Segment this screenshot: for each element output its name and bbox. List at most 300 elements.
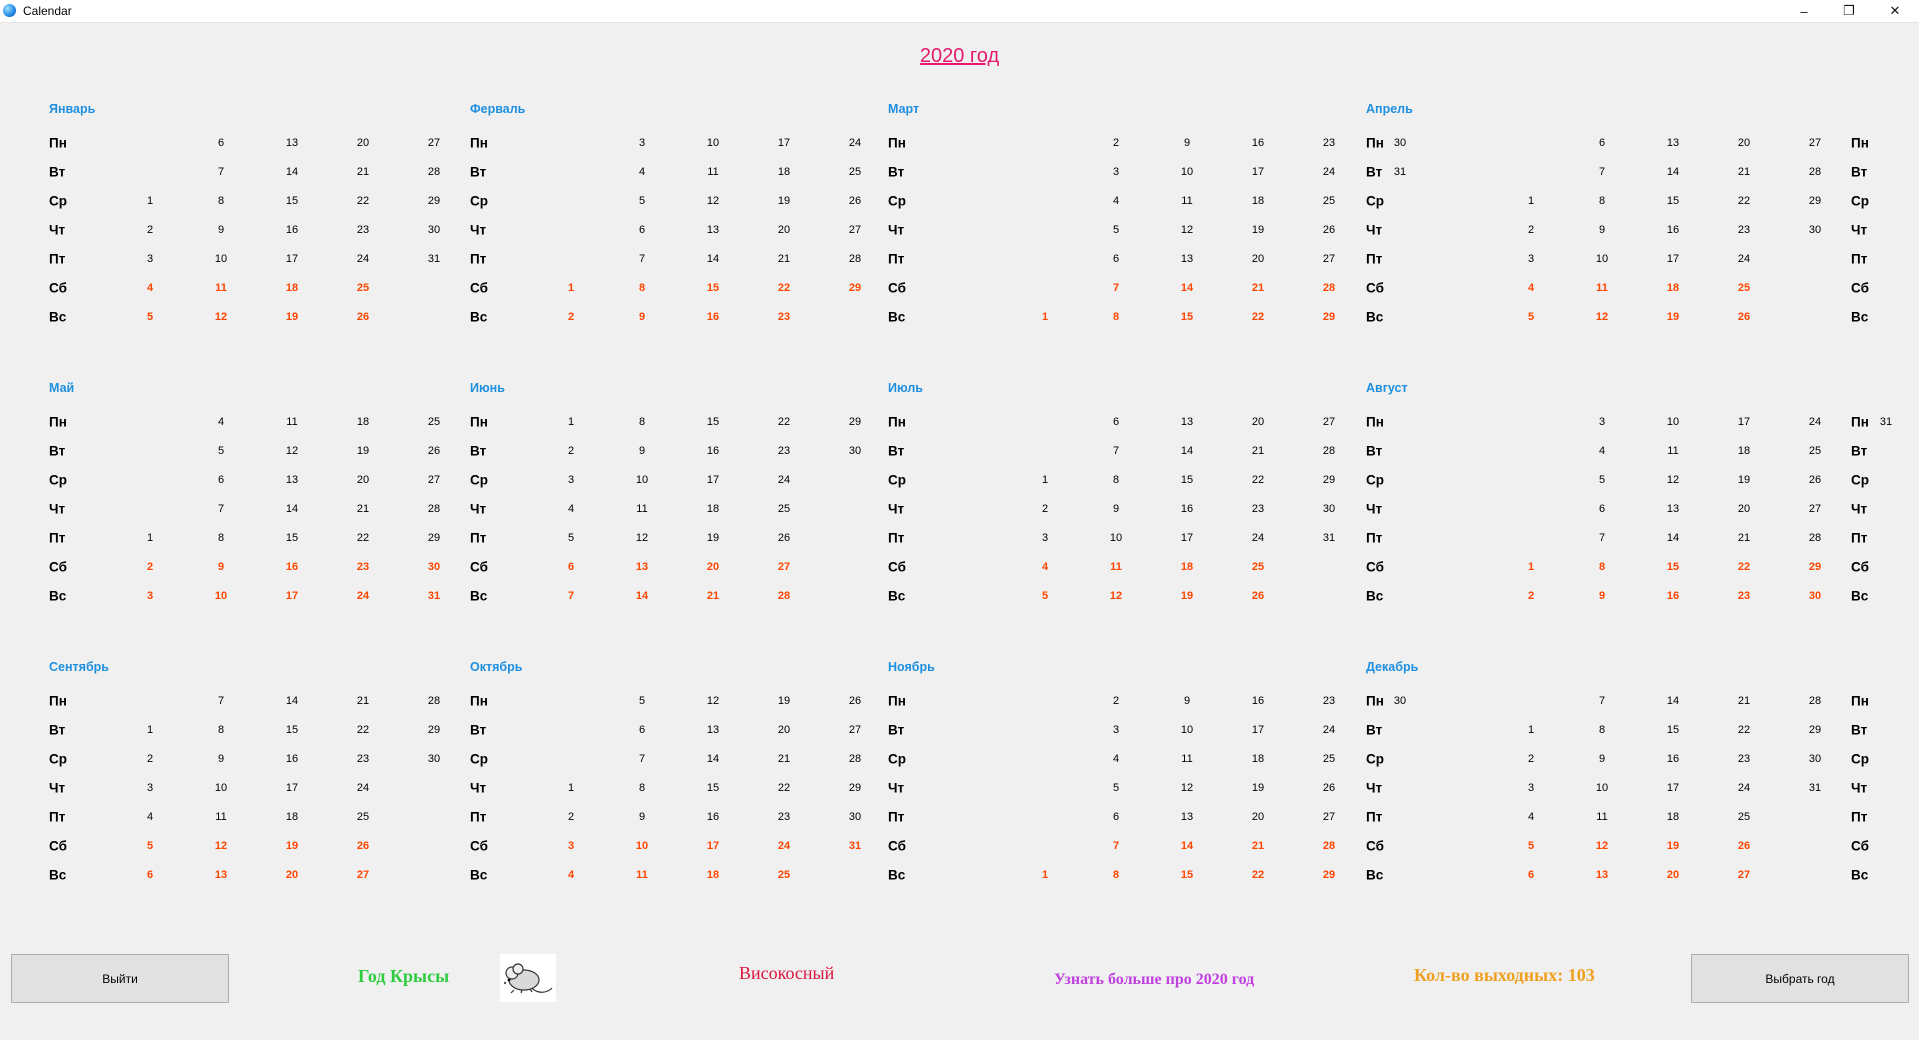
day-number[interactable]: 16 xyxy=(1666,753,1680,765)
day-number[interactable]: 16 xyxy=(706,311,720,323)
day-number[interactable]: 27 xyxy=(1808,137,1822,149)
day-number[interactable]: 29 xyxy=(848,416,862,428)
day-number[interactable]: 4 xyxy=(1598,445,1606,457)
day-number[interactable]: 6 xyxy=(1112,416,1120,428)
day-number[interactable]: 17 xyxy=(285,590,299,602)
day-number[interactable]: 1 xyxy=(1041,311,1049,323)
day-number[interactable]: 28 xyxy=(1322,445,1336,457)
day-number[interactable]: 17 xyxy=(285,253,299,265)
day-number[interactable]: 7 xyxy=(638,753,646,765)
day-number[interactable]: 29 xyxy=(1808,724,1822,736)
day-number[interactable]: 31 xyxy=(1879,416,1893,428)
day-number[interactable]: 29 xyxy=(427,195,441,207)
day-number[interactable]: 2 xyxy=(1041,503,1049,515)
day-number[interactable]: 9 xyxy=(638,445,646,457)
day-number[interactable]: 1 xyxy=(1527,724,1535,736)
day-number[interactable]: 26 xyxy=(777,532,791,544)
day-number[interactable]: 19 xyxy=(777,695,791,707)
day-number[interactable]: 26 xyxy=(427,445,441,457)
day-number[interactable]: 3 xyxy=(1112,724,1120,736)
day-number[interactable]: 12 xyxy=(635,532,649,544)
day-number[interactable]: 19 xyxy=(1666,311,1680,323)
day-number[interactable]: 24 xyxy=(1322,724,1336,736)
day-number[interactable]: 21 xyxy=(356,695,370,707)
day-number[interactable]: 14 xyxy=(285,166,299,178)
day-number[interactable]: 5 xyxy=(1527,840,1535,852)
day-number[interactable]: 1 xyxy=(1041,869,1049,881)
day-number[interactable]: 28 xyxy=(427,695,441,707)
day-number[interactable]: 24 xyxy=(848,137,862,149)
day-number[interactable]: 12 xyxy=(1666,474,1680,486)
day-number[interactable]: 21 xyxy=(1251,840,1265,852)
day-number[interactable]: 27 xyxy=(1322,811,1336,823)
day-number[interactable]: 16 xyxy=(706,445,720,457)
day-number[interactable]: 3 xyxy=(146,253,154,265)
day-number[interactable]: 11 xyxy=(1110,561,1122,573)
day-number[interactable]: 1 xyxy=(1527,561,1535,573)
day-number[interactable]: 12 xyxy=(214,311,228,323)
day-number[interactable]: 4 xyxy=(1527,811,1535,823)
day-number[interactable]: 23 xyxy=(777,311,791,323)
day-number[interactable]: 6 xyxy=(1598,137,1606,149)
day-number[interactable]: 26 xyxy=(356,311,370,323)
day-number[interactable]: 26 xyxy=(1808,474,1822,486)
day-number[interactable]: 19 xyxy=(1251,782,1265,794)
day-number[interactable]: 10 xyxy=(214,253,228,265)
day-number[interactable]: 21 xyxy=(777,253,791,265)
day-number[interactable]: 7 xyxy=(217,166,225,178)
day-number[interactable]: 25 xyxy=(1322,195,1336,207)
day-number[interactable]: 6 xyxy=(1527,869,1535,881)
day-number[interactable]: 30 xyxy=(848,445,862,457)
day-number[interactable]: 26 xyxy=(356,840,370,852)
day-number[interactable]: 9 xyxy=(1112,503,1120,515)
day-number[interactable]: 5 xyxy=(217,445,225,457)
day-number[interactable]: 15 xyxy=(1666,561,1680,573)
day-number[interactable]: 19 xyxy=(356,445,370,457)
day-number[interactable]: 6 xyxy=(146,869,154,881)
day-number[interactable]: 17 xyxy=(777,137,791,149)
day-number[interactable]: 11 xyxy=(215,282,227,294)
day-number[interactable]: 14 xyxy=(1666,695,1680,707)
day-number[interactable]: 20 xyxy=(356,137,370,149)
day-number[interactable]: 21 xyxy=(777,753,791,765)
day-number[interactable]: 7 xyxy=(1112,840,1120,852)
day-number[interactable]: 18 xyxy=(285,282,299,294)
day-number[interactable]: 1 xyxy=(567,782,575,794)
day-number[interactable]: 8 xyxy=(638,416,646,428)
day-number[interactable]: 27 xyxy=(356,869,370,881)
day-number[interactable]: 3 xyxy=(1041,532,1049,544)
day-number[interactable]: 13 xyxy=(1595,869,1609,881)
day-number[interactable]: 23 xyxy=(1322,137,1336,149)
day-number[interactable]: 17 xyxy=(1666,253,1680,265)
day-number[interactable]: 12 xyxy=(214,840,228,852)
day-number[interactable]: 29 xyxy=(427,724,441,736)
day-number[interactable]: 9 xyxy=(217,224,225,236)
day-number[interactable]: 23 xyxy=(356,561,370,573)
day-number[interactable]: 21 xyxy=(1737,166,1751,178)
day-number[interactable]: 18 xyxy=(356,416,370,428)
day-number[interactable]: 26 xyxy=(1322,224,1336,236)
day-number[interactable]: 14 xyxy=(1666,166,1680,178)
day-number[interactable]: 5 xyxy=(1112,224,1120,236)
day-number[interactable]: 28 xyxy=(1808,532,1822,544)
day-number[interactable]: 22 xyxy=(356,532,370,544)
day-number[interactable]: 10 xyxy=(1595,253,1609,265)
day-number[interactable]: 23 xyxy=(1737,753,1751,765)
day-number[interactable]: 18 xyxy=(706,503,720,515)
day-number[interactable]: 9 xyxy=(1183,137,1191,149)
day-number[interactable]: 23 xyxy=(1322,695,1336,707)
day-number[interactable]: 23 xyxy=(777,445,791,457)
day-number[interactable]: 19 xyxy=(1666,840,1680,852)
day-number[interactable]: 21 xyxy=(1737,532,1751,544)
day-number[interactable]: 10 xyxy=(635,474,649,486)
day-number[interactable]: 23 xyxy=(777,811,791,823)
day-number[interactable]: 28 xyxy=(427,503,441,515)
day-number[interactable]: 22 xyxy=(356,195,370,207)
day-number[interactable]: 11 xyxy=(1596,282,1608,294)
day-number[interactable]: 7 xyxy=(1598,532,1606,544)
day-number[interactable]: 25 xyxy=(356,811,370,823)
day-number[interactable]: 18 xyxy=(706,869,720,881)
day-number[interactable]: 19 xyxy=(706,532,720,544)
day-number[interactable]: 15 xyxy=(1666,195,1680,207)
day-number[interactable]: 4 xyxy=(567,869,575,881)
day-number[interactable]: 2 xyxy=(1112,695,1120,707)
day-number[interactable]: 24 xyxy=(1808,416,1822,428)
day-number[interactable]: 1 xyxy=(1527,195,1535,207)
day-number[interactable]: 4 xyxy=(146,282,154,294)
day-number[interactable]: 24 xyxy=(356,590,370,602)
day-number[interactable]: 15 xyxy=(706,282,720,294)
day-number[interactable]: 31 xyxy=(427,253,441,265)
day-number[interactable]: 20 xyxy=(1251,253,1265,265)
day-number[interactable]: 2 xyxy=(146,224,154,236)
day-number[interactable]: 11 xyxy=(707,166,719,178)
day-number[interactable]: 10 xyxy=(1180,724,1194,736)
day-number[interactable]: 26 xyxy=(1251,590,1265,602)
day-number[interactable]: 28 xyxy=(1808,166,1822,178)
day-number[interactable]: 17 xyxy=(1180,532,1194,544)
day-number[interactable]: 16 xyxy=(1666,224,1680,236)
day-number[interactable]: 2 xyxy=(146,561,154,573)
day-number[interactable]: 6 xyxy=(638,724,646,736)
day-number[interactable]: 21 xyxy=(356,503,370,515)
day-number[interactable]: 9 xyxy=(1183,695,1191,707)
day-number[interactable]: 16 xyxy=(285,224,299,236)
day-number[interactable]: 20 xyxy=(777,224,791,236)
day-number[interactable]: 8 xyxy=(217,532,225,544)
day-number[interactable]: 19 xyxy=(1251,224,1265,236)
day-number[interactable]: 3 xyxy=(1527,253,1535,265)
day-number[interactable]: 13 xyxy=(1180,416,1194,428)
day-number[interactable]: 18 xyxy=(1180,561,1194,573)
day-number[interactable]: 18 xyxy=(1251,195,1265,207)
day-number[interactable]: 10 xyxy=(1595,782,1609,794)
day-number[interactable]: 4 xyxy=(1112,753,1120,765)
day-number[interactable]: 24 xyxy=(1322,166,1336,178)
day-number[interactable]: 14 xyxy=(1180,282,1194,294)
day-number[interactable]: 24 xyxy=(356,253,370,265)
day-number[interactable]: 13 xyxy=(706,224,720,236)
day-number[interactable]: 25 xyxy=(427,416,441,428)
day-number[interactable]: 23 xyxy=(1737,590,1751,602)
day-number[interactable]: 9 xyxy=(1598,753,1606,765)
day-number[interactable]: 1 xyxy=(146,532,154,544)
day-number[interactable]: 15 xyxy=(1180,311,1194,323)
day-number[interactable]: 4 xyxy=(146,811,154,823)
day-number[interactable]: 25 xyxy=(777,869,791,881)
day-number[interactable]: 6 xyxy=(567,561,575,573)
day-number[interactable]: 5 xyxy=(146,311,154,323)
day-number[interactable]: 15 xyxy=(1180,869,1194,881)
day-number[interactable]: 12 xyxy=(1180,224,1194,236)
day-number[interactable]: 28 xyxy=(777,590,791,602)
day-number[interactable]: 14 xyxy=(706,253,720,265)
day-number[interactable]: 6 xyxy=(638,224,646,236)
day-number[interactable]: 13 xyxy=(285,474,299,486)
day-number[interactable]: 1 xyxy=(146,724,154,736)
day-number[interactable]: 17 xyxy=(706,840,720,852)
day-number[interactable]: 18 xyxy=(1737,445,1751,457)
day-number[interactable]: 2 xyxy=(1527,590,1535,602)
day-number[interactable]: 18 xyxy=(1666,811,1680,823)
day-number[interactable]: 7 xyxy=(1598,695,1606,707)
day-number[interactable]: 3 xyxy=(567,840,575,852)
day-number[interactable]: 22 xyxy=(1251,474,1265,486)
day-number[interactable]: 30 xyxy=(1808,224,1822,236)
day-number[interactable]: 16 xyxy=(706,811,720,823)
day-number[interactable]: 25 xyxy=(1322,753,1336,765)
day-number[interactable]: 25 xyxy=(1737,811,1751,823)
day-number[interactable]: 10 xyxy=(1180,166,1194,178)
day-number[interactable]: 29 xyxy=(1322,869,1336,881)
day-number[interactable]: 21 xyxy=(356,166,370,178)
day-number[interactable]: 26 xyxy=(1322,782,1336,794)
day-number[interactable]: 3 xyxy=(1112,166,1120,178)
day-number[interactable]: 3 xyxy=(1527,782,1535,794)
day-number[interactable]: 5 xyxy=(1041,590,1049,602)
day-number[interactable]: 25 xyxy=(1251,561,1265,573)
day-number[interactable]: 15 xyxy=(285,195,299,207)
day-number[interactable]: 9 xyxy=(638,811,646,823)
day-number[interactable]: 5 xyxy=(638,695,646,707)
day-number[interactable]: 8 xyxy=(1112,474,1120,486)
day-number[interactable]: 4 xyxy=(1041,561,1049,573)
day-number[interactable]: 6 xyxy=(217,474,225,486)
day-number[interactable]: 17 xyxy=(1251,724,1265,736)
day-number[interactable]: 19 xyxy=(285,840,299,852)
day-number[interactable]: 20 xyxy=(706,561,720,573)
day-number[interactable]: 27 xyxy=(1322,253,1336,265)
day-number[interactable]: 27 xyxy=(1322,416,1336,428)
day-number[interactable]: 27 xyxy=(848,724,862,736)
day-number[interactable]: 8 xyxy=(1112,869,1120,881)
day-number[interactable]: 17 xyxy=(1737,416,1751,428)
day-number[interactable]: 9 xyxy=(638,311,646,323)
day-number[interactable]: 8 xyxy=(1598,724,1606,736)
day-number[interactable]: 14 xyxy=(635,590,649,602)
day-number[interactable]: 31 xyxy=(1808,782,1822,794)
day-number[interactable]: 27 xyxy=(427,474,441,486)
day-number[interactable]: 15 xyxy=(706,416,720,428)
day-number[interactable]: 19 xyxy=(1180,590,1194,602)
day-number[interactable]: 22 xyxy=(356,724,370,736)
day-number[interactable]: 10 xyxy=(1666,416,1680,428)
day-number[interactable]: 15 xyxy=(1180,474,1194,486)
day-number[interactable]: 8 xyxy=(1598,195,1606,207)
day-number[interactable]: 23 xyxy=(356,224,370,236)
day-number[interactable]: 9 xyxy=(1598,224,1606,236)
day-number[interactable]: 12 xyxy=(1595,311,1609,323)
day-number[interactable]: 7 xyxy=(217,503,225,515)
day-number[interactable]: 4 xyxy=(567,503,575,515)
day-number[interactable]: 27 xyxy=(777,561,791,573)
day-number[interactable]: 4 xyxy=(217,416,225,428)
day-number[interactable]: 27 xyxy=(848,224,862,236)
day-number[interactable]: 11 xyxy=(215,811,227,823)
day-number[interactable]: 19 xyxy=(1737,474,1751,486)
day-number[interactable]: 2 xyxy=(567,445,575,457)
day-number[interactable]: 9 xyxy=(1598,590,1606,602)
day-number[interactable]: 4 xyxy=(1112,195,1120,207)
day-number[interactable]: 5 xyxy=(1112,782,1120,794)
day-number[interactable]: 6 xyxy=(1598,503,1606,515)
day-number[interactable]: 22 xyxy=(1251,869,1265,881)
day-number[interactable]: 5 xyxy=(1598,474,1606,486)
day-number[interactable]: 7 xyxy=(1112,445,1120,457)
day-number[interactable]: 15 xyxy=(1666,724,1680,736)
day-number[interactable]: 30 xyxy=(427,753,441,765)
day-number[interactable]: 14 xyxy=(1666,532,1680,544)
day-number[interactable]: 29 xyxy=(1322,311,1336,323)
day-number[interactable]: 30 xyxy=(1808,753,1822,765)
day-number[interactable]: 11 xyxy=(1667,445,1679,457)
day-number[interactable]: 2 xyxy=(567,311,575,323)
day-number[interactable]: 1 xyxy=(146,195,154,207)
day-number[interactable]: 22 xyxy=(777,782,791,794)
day-number[interactable]: 13 xyxy=(1180,811,1194,823)
day-number[interactable]: 30 xyxy=(1322,503,1336,515)
day-number[interactable]: 11 xyxy=(1181,195,1193,207)
day-number[interactable]: 17 xyxy=(1251,166,1265,178)
day-number[interactable]: 3 xyxy=(146,590,154,602)
choose-year-button[interactable]: Выбрать год xyxy=(1691,954,1909,1003)
day-number[interactable]: 10 xyxy=(214,782,228,794)
day-number[interactable]: 24 xyxy=(777,474,791,486)
day-number[interactable]: 18 xyxy=(285,811,299,823)
day-number[interactable]: 12 xyxy=(706,695,720,707)
day-number[interactable]: 31 xyxy=(1322,532,1336,544)
learn-more-link[interactable]: Узнать больше про 2020 год xyxy=(1054,971,1255,988)
day-number[interactable]: 30 xyxy=(1393,137,1407,149)
day-number[interactable]: 30 xyxy=(848,811,862,823)
day-number[interactable]: 24 xyxy=(1737,782,1751,794)
day-number[interactable]: 30 xyxy=(1393,695,1407,707)
day-number[interactable]: 29 xyxy=(1808,561,1822,573)
day-number[interactable]: 16 xyxy=(285,753,299,765)
day-number[interactable]: 2 xyxy=(1527,224,1535,236)
day-number[interactable]: 13 xyxy=(706,724,720,736)
day-number[interactable]: 14 xyxy=(285,695,299,707)
day-number[interactable]: 23 xyxy=(356,753,370,765)
day-number[interactable]: 7 xyxy=(1112,282,1120,294)
day-number[interactable]: 27 xyxy=(1737,869,1751,881)
day-number[interactable]: 21 xyxy=(1251,282,1265,294)
day-number[interactable]: 7 xyxy=(638,253,646,265)
day-number[interactable]: 8 xyxy=(638,282,646,294)
day-number[interactable]: 6 xyxy=(1112,811,1120,823)
day-number[interactable]: 8 xyxy=(217,724,225,736)
day-number[interactable]: 31 xyxy=(1393,166,1407,178)
day-number[interactable]: 9 xyxy=(217,753,225,765)
day-number[interactable]: 2 xyxy=(1527,753,1535,765)
day-number[interactable]: 16 xyxy=(1180,503,1194,515)
day-number[interactable]: 20 xyxy=(285,869,299,881)
day-number[interactable]: 25 xyxy=(777,503,791,515)
exit-button[interactable]: Выйти xyxy=(11,954,229,1003)
day-number[interactable]: 16 xyxy=(1666,590,1680,602)
day-number[interactable]: 20 xyxy=(777,724,791,736)
day-number[interactable]: 12 xyxy=(1109,590,1123,602)
day-number[interactable]: 25 xyxy=(356,282,370,294)
day-number[interactable]: 31 xyxy=(427,590,441,602)
day-number[interactable]: 25 xyxy=(848,166,862,178)
day-number[interactable]: 3 xyxy=(1598,416,1606,428)
day-number[interactable]: 22 xyxy=(1737,724,1751,736)
day-number[interactable]: 31 xyxy=(848,840,862,852)
day-number[interactable]: 30 xyxy=(427,561,441,573)
day-number[interactable]: 28 xyxy=(1322,282,1336,294)
day-number[interactable]: 20 xyxy=(1737,503,1751,515)
day-number[interactable]: 12 xyxy=(1180,782,1194,794)
day-number[interactable]: 14 xyxy=(706,753,720,765)
day-number[interactable]: 3 xyxy=(567,474,575,486)
maximize-button[interactable]: ❐ xyxy=(1843,3,1855,18)
day-number[interactable]: 19 xyxy=(285,311,299,323)
close-button[interactable]: ✕ xyxy=(1889,3,1901,18)
day-number[interactable]: 14 xyxy=(1180,840,1194,852)
day-number[interactable]: 13 xyxy=(1666,503,1680,515)
day-number[interactable]: 2 xyxy=(567,811,575,823)
day-number[interactable]: 28 xyxy=(1808,695,1822,707)
day-number[interactable]: 24 xyxy=(1737,253,1751,265)
day-number[interactable]: 3 xyxy=(146,782,154,794)
day-number[interactable]: 8 xyxy=(638,782,646,794)
day-number[interactable]: 17 xyxy=(706,474,720,486)
day-number[interactable]: 27 xyxy=(1808,503,1822,515)
day-number[interactable]: 13 xyxy=(1180,253,1194,265)
day-number[interactable]: 20 xyxy=(356,474,370,486)
day-number[interactable]: 7 xyxy=(217,695,225,707)
day-number[interactable]: 16 xyxy=(1251,695,1265,707)
day-number[interactable]: 22 xyxy=(1737,195,1751,207)
day-number[interactable]: 26 xyxy=(848,695,862,707)
day-number[interactable]: 11 xyxy=(286,416,298,428)
day-number[interactable]: 12 xyxy=(285,445,299,457)
day-number[interactable]: 16 xyxy=(285,561,299,573)
day-number[interactable]: 27 xyxy=(427,137,441,149)
day-number[interactable]: 8 xyxy=(217,195,225,207)
day-number[interactable]: 26 xyxy=(848,195,862,207)
day-number[interactable]: 20 xyxy=(1251,416,1265,428)
day-number[interactable]: 4 xyxy=(1527,282,1535,294)
day-number[interactable]: 10 xyxy=(1109,532,1123,544)
day-number[interactable]: 17 xyxy=(1666,782,1680,794)
day-number[interactable]: 15 xyxy=(706,782,720,794)
